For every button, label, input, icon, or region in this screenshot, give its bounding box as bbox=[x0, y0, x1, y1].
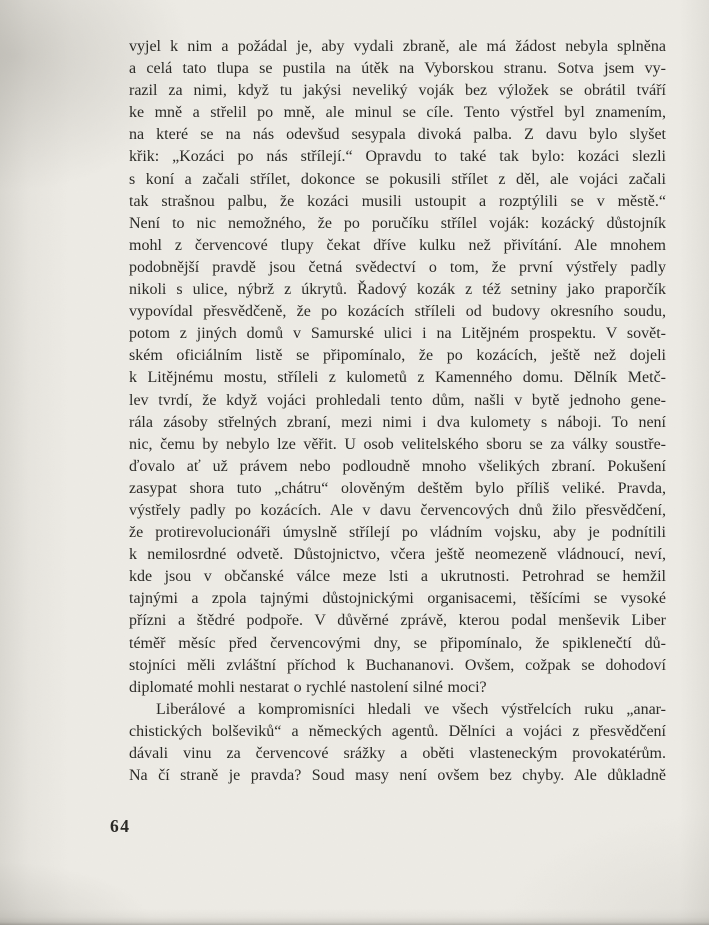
text-line: ke mně a střelil po mně, ale minul se cíle. Tento výstřel byl znamením, bbox=[129, 104, 666, 122]
text-line: a celá tato tlupa se pustila na útěk na Vyborskou stranu. Sotva jsem vy- bbox=[129, 60, 666, 78]
text-line: Na čí straně je pravda? Soud masy není ovšem bez chyby. Ale důkladně bbox=[129, 767, 666, 785]
text-line: k Litějnému mostu, stříleli z kulometů z Kamenného domu. Dělník Metč- bbox=[129, 369, 666, 387]
text-line: přízni a štědré podpoře. V důvěrné zprávě, kterou podal menševik Liber bbox=[129, 612, 666, 630]
text-line: tak strašnou palbu, že kozáci musili ustoupit a rozptýlili se v městě.“ bbox=[129, 192, 666, 210]
page-number: 64 bbox=[110, 816, 131, 836]
text-line: tajnými a zpola tajnými důstojnickými organisacemi, těšícími se vysoké bbox=[129, 590, 666, 608]
text-line: Liberálové a kompromisníci hledali ve všech výstřelcích ruku „anar- bbox=[156, 700, 666, 718]
text-line: potom z jiných domů v Samurské ulici i na Litějném prospektu. V sovět- bbox=[129, 325, 666, 343]
text-line: vyjel k nim a požádal je, aby vydali zbraně, ale má žádost nebyla splněna bbox=[129, 38, 666, 55]
text-line: kde jsou v občanské válce meze lsti a ukrutnosti. Petrohrad se hemžil bbox=[129, 568, 666, 586]
text-line: že protirevolucionáři úmyslně střílejí po vládním vojsku, aby je podnítili bbox=[129, 524, 666, 542]
text-line: křik: „Kozáci po nás střílejí.“ Opravdu to také tak bylo: kozáci slezli bbox=[129, 148, 666, 166]
text-line: s koní a začali střílet, dokonce se pokusili střílet z děl, ale vojáci začali bbox=[129, 170, 666, 188]
text-line: na které se na nás odevšud sesypala divoká palba. Z davu bylo slyšet bbox=[129, 126, 666, 144]
text-line: razil za nimi, když tu jakýsi neveliký voják bez výložek se obrátil tváří bbox=[129, 82, 666, 100]
text-line: dávali vinu za červencové srážky a oběti vlasteneckým provokatérům. bbox=[129, 745, 666, 762]
text-line: ském oficiálním listě se připomínalo, že po kozácích, ještě než dojeli bbox=[129, 347, 666, 365]
text-line: diplomaté mohli nestarat o rychlé nastolení silné moci? bbox=[129, 678, 487, 696]
text-line: lev tvrdí, že když vojáci prohledali tento dům, našli v bytě jednoho gene- bbox=[129, 391, 666, 409]
text-line: výstřely padly po kozácích. Ale v davu červencových dnů žilo přesvědčení, bbox=[129, 501, 666, 519]
text-line: mohl z červencové tlupy čekat dříve kulku než přivítání. Ale mnohem bbox=[129, 236, 666, 254]
text-line: Není to nic nemožného, že po poručíku střílel voják: kozácký důstojník bbox=[129, 214, 666, 232]
text-block bbox=[129, 36, 666, 787]
text-line: téměř měsíc před červencovými dny, se připomínalo, že spiklenečtí dů- bbox=[129, 634, 666, 652]
text-line: podobnější pravdě jsou četná svědectví o tom, že první výstřely padly bbox=[129, 258, 666, 276]
text-line: stojníci měli zvláštní příchod k Buchananovi. Ovšem, cožpak se dohodoví bbox=[129, 656, 666, 674]
text-line: chistických bolševiků“ a německých agentů. Dělníci a vojáci z přesvědčení bbox=[129, 722, 666, 740]
text-line: nikoli s ulice, nýbrž z úkrytů. Řadový kozák z též setniny jako praporčík bbox=[129, 281, 666, 299]
text-line: rála zásoby střelných zbraní, mezi nimi i dva kulomety s náboji. To není bbox=[129, 413, 666, 431]
text-line: k nemilosrdné odvetě. Důstojnictvo, včera ještě neomezeně vládnoucí, neví, bbox=[129, 546, 666, 564]
text-line: zasypat shora tuto „chátru“ olověným deštěm bylo příliš veliké. Pravda, bbox=[129, 479, 666, 497]
text-line: ďovalo ať už právem nebo podloudně mnoho všelikých zbraní. Pokušení bbox=[129, 457, 666, 475]
text-line: nic, čemu by nebylo lze věřit. U osob velitelského sboru se za války soustře- bbox=[129, 435, 666, 453]
text-line: vypovídal přesvědčeně, že po kozácích stříleli od budovy okresního soudu, bbox=[129, 303, 666, 321]
